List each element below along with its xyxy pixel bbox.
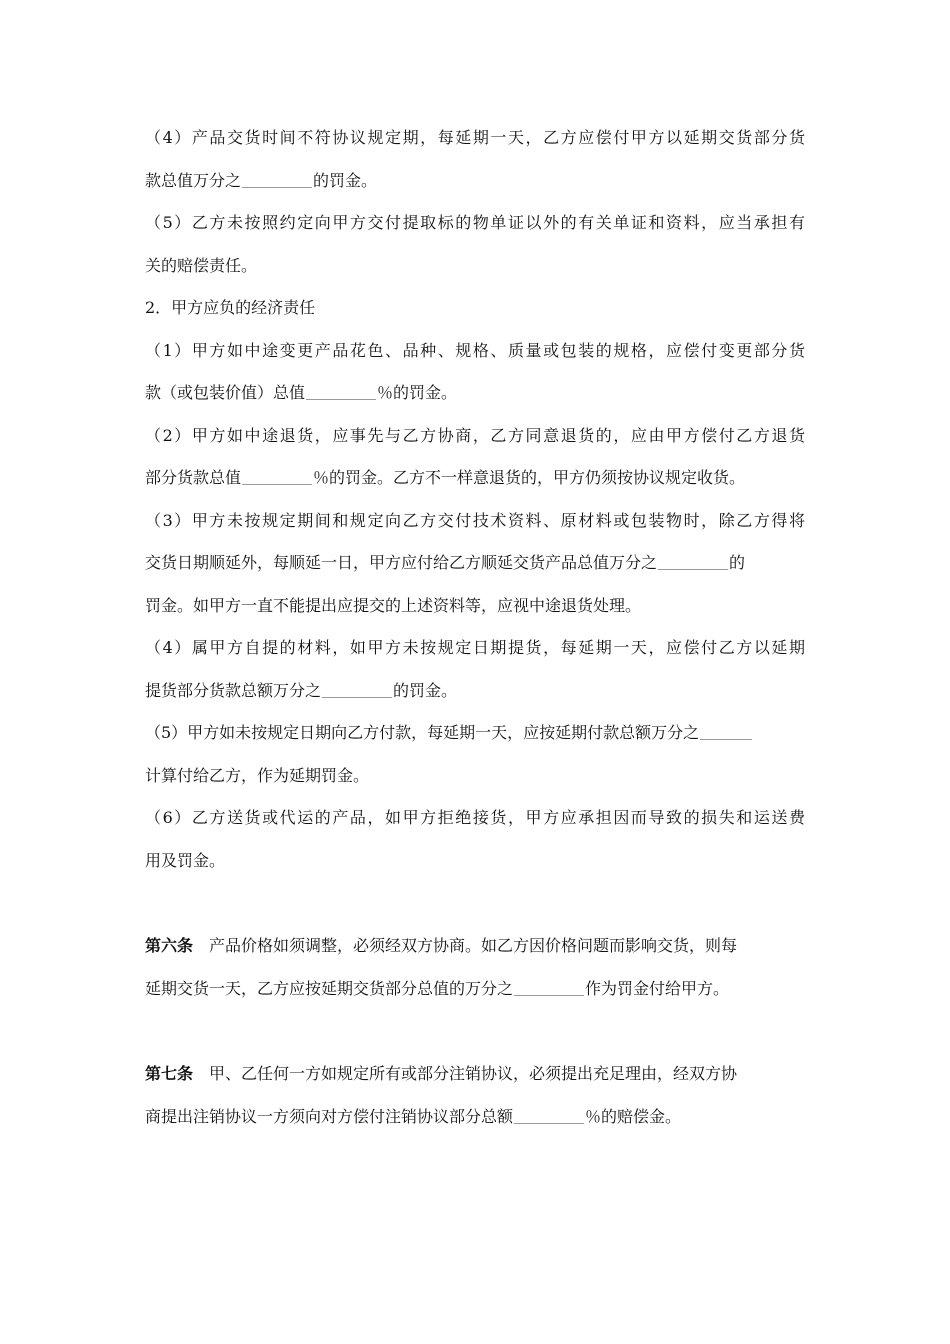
article-7-label: 第七条: [145, 1064, 194, 1083]
clause-2-4-line-2: [145, 670, 805, 713]
clause-2-1-line-2: [145, 372, 805, 415]
clause-text: ％的罚金。乙方不一样意退货的，甲方仍须按协议规定收货。: [313, 468, 746, 487]
clause-text: 提货部分货款总额万分之: [145, 680, 322, 700]
fill-in-blank: [658, 549, 728, 570]
paragraph-gap: [145, 882, 805, 925]
clause-text: 的: [729, 553, 746, 572]
fill-in-blank: [242, 167, 312, 188]
paragraph-gap: [145, 1010, 805, 1053]
clause-2-5-line-1: [145, 712, 805, 755]
clause-text: （5）甲方如未按规定日期向乙方付款，每延期一天，应按延期付款总额万分之: [145, 723, 700, 742]
article-6-line-1: [145, 925, 805, 968]
fill-in-blank: [514, 1103, 584, 1124]
fill-in-blank: [700, 719, 752, 740]
clause-text: 延期交货一天，乙方应按延期交货部分总值的万分之: [145, 978, 514, 998]
section-2-heading: 2．甲方应负的经济责任: [145, 298, 316, 317]
clause-2-3-line-3: 罚金。如甲方一直不能提出应提交的上述资料等，应视中途退货处理。: [145, 595, 642, 615]
fill-in-blank: [242, 464, 312, 485]
clause-2-2-line-2: [145, 457, 805, 500]
clause-text: 作为罚金付给甲方。: [585, 978, 730, 998]
clause-1-5-line-2: 关的赔偿责任。: [145, 255, 258, 275]
clause-text: ％的赔偿金。: [585, 1106, 682, 1126]
fill-in-blank: [306, 379, 376, 400]
fill-in-blank: [514, 975, 584, 996]
clause-text: 甲、乙任何一方如规定所有或部分注销协议，必须提出充足理由，经双方协: [209, 1064, 738, 1083]
clause-text: 部分货款总值: [145, 468, 242, 487]
fill-in-blank: [322, 677, 392, 698]
clause-2-6-line-2: 用及罚金。: [145, 850, 226, 870]
clause-1-4-line-2: [145, 160, 805, 203]
clause-text: 的罚金。: [393, 680, 458, 700]
clause-1-5-line-1: （5）乙方未按照约定向甲方交付提取标的物单证以外的有关单证和资料，应当承担有: [145, 213, 805, 232]
contract-body: [145, 117, 805, 1138]
clause-2-3-line-2: [145, 542, 805, 585]
clause-2-4-line-1: （4）属甲方自提的材料，如甲方未按规定日期提货，每延期一天，应偿付乙方以延期: [145, 638, 805, 657]
clause-1-4-line-1: （4）产品交货时间不符协议规定期，每延期一天，乙方应偿付甲方以延期交货部分货: [145, 128, 805, 147]
clause-text: 的罚金。: [313, 170, 378, 190]
article-7-line-1: [145, 1053, 805, 1096]
clause-2-2-line-1: （2）甲方如中途退货，应事先与乙方协商，乙方同意退货的，应由甲方偿付乙方退货: [145, 425, 805, 445]
article-6-line-2: [145, 968, 805, 1011]
clause-text: 产品价格如须调整，必须经双方协商。如乙方因价格问题而影响交货，则每: [209, 936, 738, 955]
clause-text: 交货日期顺延外，每顺延一日，甲方应付给乙方顺延交货产品总值万分之: [145, 553, 658, 572]
article-6-label: 第六条: [145, 936, 194, 955]
clause-text: 商提出注销协议一方须向对方偿付注销协议部分总额: [145, 1106, 514, 1126]
clause-2-3-line-1: （3）甲方未按规定期间和规定向乙方交付技术资料、原材料或包装物时，除乙方得将: [145, 510, 805, 530]
clause-2-5-line-2: 计算付给乙方，作为延期罚金。: [145, 765, 370, 785]
clause-2-6-line-1: （6）乙方送货或代运的产品，如甲方拒绝接货，甲方应承担因而导致的损失和运送费: [145, 808, 805, 827]
clause-text: 款（或包装价值）总值: [145, 383, 306, 402]
clause-text: 款总值万分之: [145, 170, 242, 190]
clause-2-1-line-1: （1）甲方如中途变更产品花色、品种、规格、质量或包装的规格，应偿付变更部分货: [145, 340, 805, 360]
article-7-line-2: [145, 1096, 805, 1139]
clause-text: ％的罚金。: [377, 383, 458, 402]
